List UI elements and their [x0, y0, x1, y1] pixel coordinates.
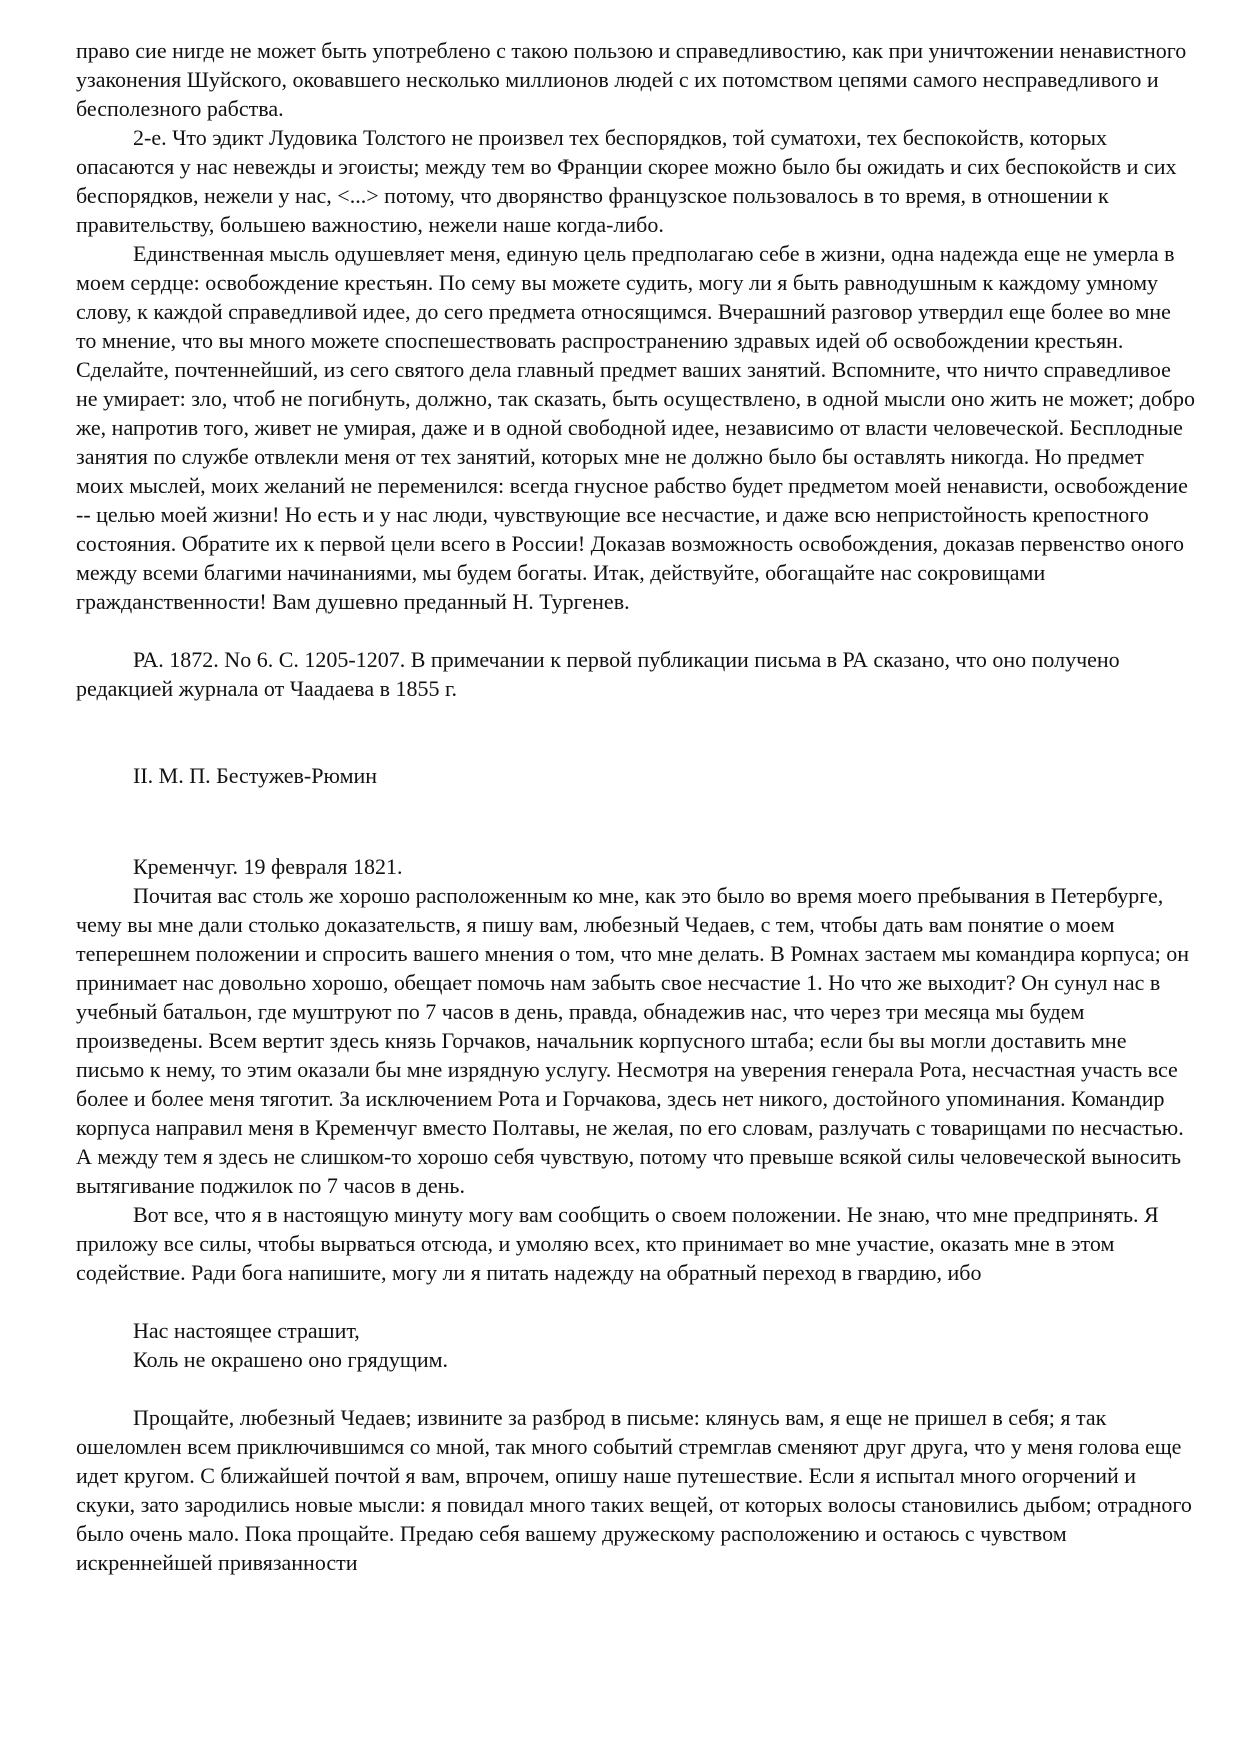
verse-line: Коль не окрашено оно грядущим.: [133, 1347, 449, 1372]
document-page: [76, 36, 1196, 1577]
verse-line: Нас настоящее страшит,: [133, 1318, 360, 1343]
paragraph-letter-opening: Почитая вас столь же хорошо расположенным ко мне, как это было во время моего пребывания в Петербурге, чему вы мне дали столько доказательств, я пишу вам, любезный Чедаев, с тем, чтобы дать вам понятие о моем теперешнем положении и спросить вашего мнения о том, что мне делать. В Ромнах застаем мы командира корпуса; он принимает нас довольно хорошо, обещает помочь нам забыть свое несчастие 1. Но что же выходит? Он сунул нас в учебный батальон, где муштруют по 7 часов в день, правда, обнадежив нас, что через три месяца мы будем произведены. Всем вертит здесь князь Горчаков, начальник корпусного штаба; если бы вы могли доставить мне письмо к нему, то этим оказали бы мне изрядную услугу. Несмотря на уверения генерала Рота, несчастная участь все более и более меня тяготит. За исключением Рота и Горчакова, здесь нет никого, достойного упоминания. Командир корпуса направил меня в Кременчуг вместо Полтавы, не желая, по его словам, разлучать с товарищами по несчастью. А между тем я здесь не слишком-то хорошо себя чувствую, потому что превыше всякой силы человеческой выносить вытягивание поджилок по 7 часов в день.: [76, 883, 1190, 1198]
source-note: РА. 1872. No 6. С. 1205-1207. В примечании к первой публикации письма в РА сказано, что оно получено редакцией журнала от Чаадаева в 1855 г.: [76, 647, 1120, 701]
paragraph-farewell: Прощайте, любезный Чедаев; извините за разброд в письме: клянусь вам, я еще не пришел в себя; я так ошеломлен всем приключившимся со мной, так много событий стремглав сменяют друг друга, что у меня голова еще идет кругом. С ближайшей почтой я вам, впрочем, опишу наше путешествие. Если я испытал много огорчений и скуки, зато зародились новые мысли: я повидал много таких вещей, от которых волосы становились дыбом; отрадного было очень мало. Пока прощайте. Предаю себя вашему дружескому расположению и остаюсь с чувством искреннейшей привязанности: [76, 1405, 1192, 1575]
place-date: Кременчуг. 19 февраля 1821.: [133, 854, 403, 879]
paragraph-edict: 2-е. Что эдикт Лудовика Толстого не произвел тех беспорядков, той суматохи, тех беспокойств, которых опасаются у нас невежды и эгоисты; между тем во Франции скорее можно было бы ожидать и сих беспокойств и сих беспорядков, нежели у нас, <...> потому, что дворянство французское пользовалось в то время, в отношении к правительству, большею важностию, нежели наше когда-либо.: [76, 125, 1177, 237]
paragraph-continuation: право сие нигде не может быть употреблено с такою пользою и справедливостию, как при уничтожении ненавистного узаконения Шуйского, оковавшего несколько миллионов людей с их потомством цепями самого несправедливого и бесполезного рабства.: [76, 38, 1187, 121]
paragraph-situation: Вот все, что я в настоящую минуту могу вам сообщить о своем положении. Не знаю, что мне предпринять. Я приложу все силы, чтобы вырваться отсюда, и умоляю всех, кто принимает во мне участие, оказать мне в этом содействие. Ради бога напишите, могу ли я питать надежду на обратный переход в гвардию, ибо: [76, 1202, 1159, 1285]
paragraph-emancipation: Единственная мысль одушевляет меня, единую цель предполагаю себе в жизни, одна надежда еще не умерла в моем сердце: освобождение крестьян. По сему вы можете судить, могу ли я быть равнодушным к каждому умному слову, к каждой справедливой идее, до сего предмета относящимся. Вчерашний разговор утвердил еще более во мне то мнение, что вы много можете споспешествовать распространению здравых идей об освобождении крестьян. Сделайте, почтеннейший, из сего святого дела главный предмет ваших занятий. Вспомните, что ничто справедливое не умирает: зло, чтоб не погибнуть, должно, так сказать, быть осуществлено, в одной мысли оно жить не может; добро же, напротив того, живет не умирая, даже и в одной свободной идее, независимо от власти человеческой. Бесплодные занятия по службе отвлекли меня от тех занятий, которых мне не должно было бы оставлять никогда. Но предмет моих мыслей, моих желаний не переменился: всегда гнусное рабство будет предметом моей ненависти, освобождение -- целью моей жизни! Но есть и у нас люди, чувствующие все несчастие, и даже всю непристойность крепостного состояния. Обратите их к первой цели всего в России! Доказав возможность освобождения, доказав первенство оного между всеми благими начинаниями, мы будем богаты. Итак, действуйте, обогащайте нас сокровищами гражданственности! Вам душевно преданный Н. Тургенев.: [76, 241, 1195, 614]
verse-quote: [76, 1316, 1196, 1374]
section-heading: II. М. П. Бестужев-Рюмин: [133, 763, 378, 788]
